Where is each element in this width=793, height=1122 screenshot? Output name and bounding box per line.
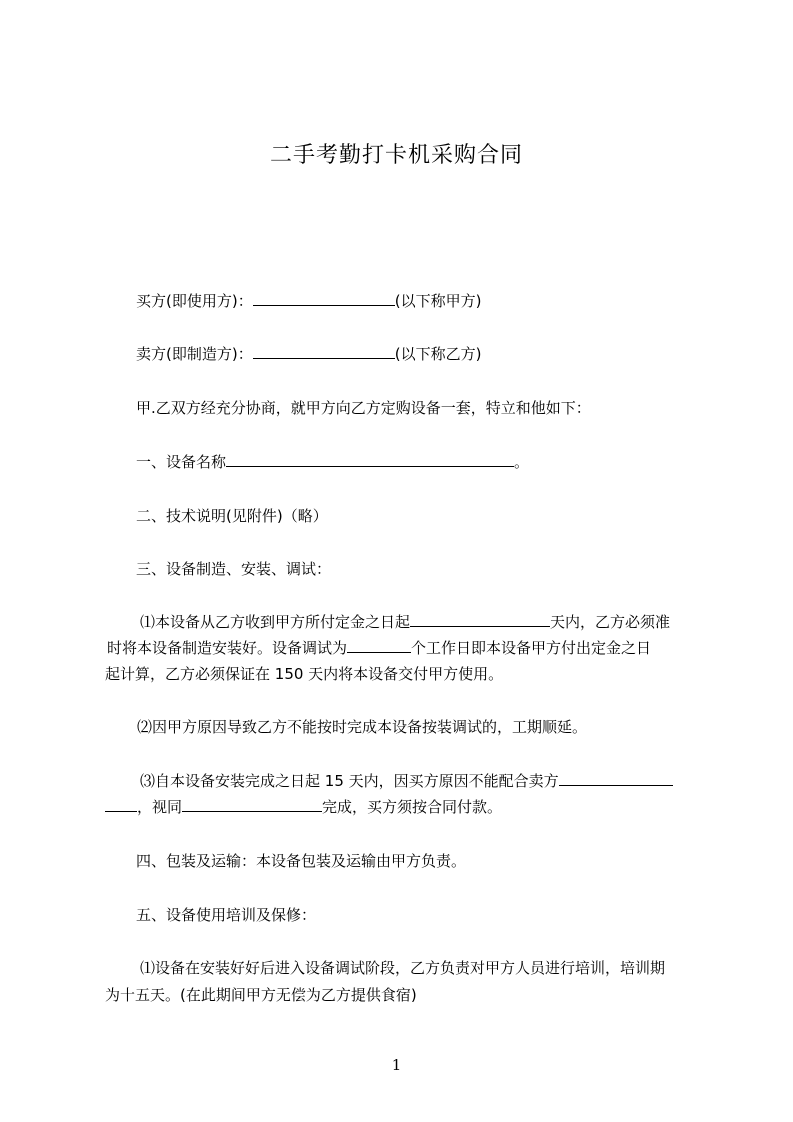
seller-line	[136, 344, 481, 364]
clause-3-3-line-1	[140, 771, 673, 791]
debug-days-blank	[347, 638, 411, 653]
buyer-label: 买方(即使用方)：	[136, 292, 253, 310]
section-4-packaging: 四、包装及运输：本设备包装及运输由甲方负责。	[136, 852, 467, 870]
clause-3-1-text-c: 时将本设备制造安装好。设备调试为	[107, 639, 348, 657]
clause-3-2: ⑵因甲方原因导致乙方不能按时完成本设备按装调试的，工期顺延。	[137, 718, 588, 736]
seller-suffix: (以下称乙方)	[394, 345, 482, 363]
intro-paragraph: 甲.乙双方经充分协商，就甲方向乙方定购设备一套，特立和他如下：	[136, 399, 591, 417]
clause-5-1-line-1: ⑴设备在安装好好后进入设备调试阶段，乙方负责对甲方人员进行培训，培训期	[140, 959, 666, 977]
clause-3-1-text-b: 天内，乙方必须准	[550, 613, 671, 631]
section-1-suffix: 。	[514, 453, 530, 471]
clause-3-3-text-c: 完成，买方须按合同付款。	[322, 798, 503, 816]
clause-3-3-text-b: ，视同	[137, 798, 183, 816]
buyer-suffix: (以下称甲方)	[394, 292, 482, 310]
clause-5-1-line-2: 为十五天。(在此期间甲方无偿为乙方提供食宿)	[105, 986, 417, 1004]
clause-3-3-text-a: ⑶自本设备安装完成之日起 15 天内，因买方原因不能配合卖方	[140, 772, 559, 790]
section-2-technical: 二、技术说明(见附件)（略）	[136, 507, 328, 525]
section-3-heading: 三、设备制造、安装、调试：	[136, 560, 332, 578]
seller-label: 卖方(即制造方)：	[136, 345, 253, 363]
equipment-name-blank	[226, 452, 514, 467]
seller-action-blank-cont	[105, 797, 137, 812]
section-5-heading: 五、设备使用培训及保修：	[136, 906, 317, 924]
page-number: 1	[391, 1056, 402, 1074]
clause-3-1-text-d: 个工作日即本设备甲方付出定金之日	[411, 639, 652, 657]
buyer-line	[136, 291, 481, 311]
section-1-equipment-name	[136, 452, 529, 472]
seller-name-blank	[253, 344, 395, 359]
buyer-name-blank	[253, 291, 395, 306]
deemed-blank	[182, 797, 322, 812]
clause-3-3-line-2	[105, 797, 502, 817]
delivery-days-blank	[410, 612, 550, 627]
clause-3-1-text-a: ⑴本设备从乙方收到甲方所付定金之日起	[140, 613, 411, 631]
seller-action-blank	[559, 771, 673, 786]
clause-3-1-line-3: 起计算，乙方必须保证在 150 天内将本设备交付甲方使用。	[105, 665, 504, 683]
clause-3-1-line-2	[107, 638, 651, 658]
document-title: 二手考勤打卡机采购合同	[269, 143, 523, 168]
clause-3-1-line-1	[140, 612, 670, 632]
section-1-label: 一、设备名称	[136, 453, 227, 471]
